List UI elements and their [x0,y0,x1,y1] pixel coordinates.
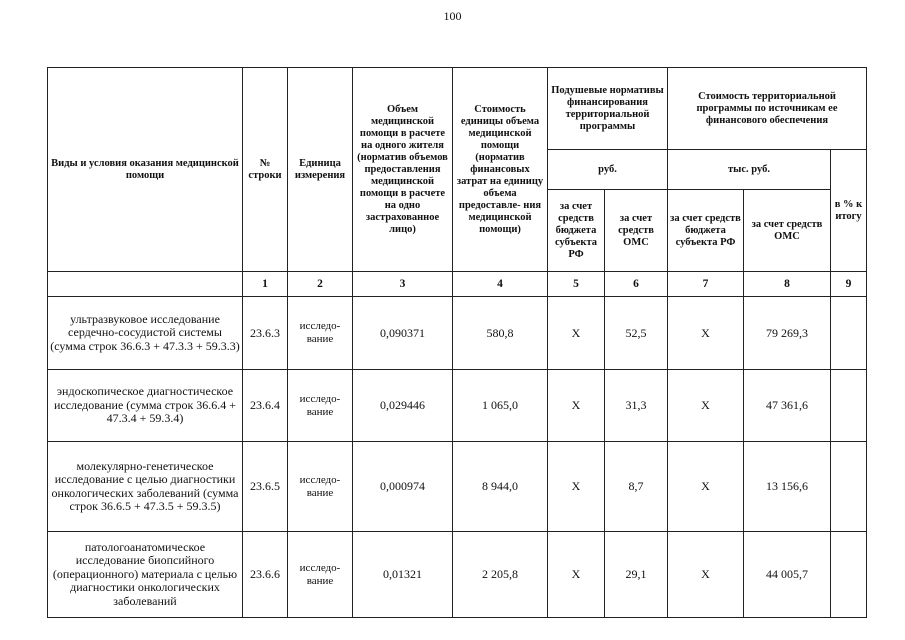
row-oms-rub: 31,3 [605,370,668,442]
row-budget-thous: Х [668,297,744,370]
header-thous-rub: тыс. руб. [668,150,831,190]
table-row [48,297,867,370]
column-number: 8 [744,272,831,297]
row-line: 23.6.3 [243,297,288,370]
header-volume: Объем медицинской помощи в расчете на одного жителя (норматив объемов предоставления медицинской помощи в расчете на одно застрахованное лицо) [353,68,453,272]
row-oms-thous: 79 269,3 [744,297,831,370]
header-row-number: № строки [243,68,288,272]
row-budget-rub: Х [548,442,605,532]
row-volume: 0,029446 [353,370,453,442]
header-budget-thous: за счет средств бюджета субъекта РФ [668,190,744,272]
row-name: молекулярно-генетическое исследование с целью диагностики онкологических заболеваний (сумма строк 36.6.5 + 47.3.5 + 59.3.5) [48,442,243,532]
table-row [48,442,867,532]
column-number: 6 [605,272,668,297]
row-budget-thous: Х [668,442,744,532]
row-line: 23.6.6 [243,532,288,618]
column-number-row [48,272,867,297]
row-unit: исследо- вание [288,442,353,532]
column-number: 2 [288,272,353,297]
row-volume: 0,090371 [353,297,453,370]
row-budget-rub: Х [548,370,605,442]
column-number: 9 [831,272,867,297]
row-cost: 580,8 [453,297,548,370]
row-pct [831,370,867,442]
row-oms-thous: 44 005,7 [744,532,831,618]
row-budget-rub: Х [548,532,605,618]
row-volume: 0,000974 [353,442,453,532]
row-cost: 1 065,0 [453,370,548,442]
row-oms-rub: 52,5 [605,297,668,370]
column-number: 7 [668,272,744,297]
table-row [48,532,867,618]
header-unit: Единица измерения [288,68,353,272]
column-number: 4 [453,272,548,297]
header-oms-thous: за счет средств ОМС [744,190,831,272]
row-oms-rub: 8,7 [605,442,668,532]
row-oms-thous: 13 156,6 [744,442,831,532]
row-budget-rub: Х [548,297,605,370]
header-types: Виды и условия оказания медицинской помощи [48,68,243,272]
page-number: 100 [443,9,462,23]
financing-table [47,67,867,618]
column-number: 1 [243,272,288,297]
row-cost: 8 944,0 [453,442,548,532]
row-cost: 2 205,8 [453,532,548,618]
header-rub: руб. [548,150,668,190]
row-line: 23.6.5 [243,442,288,532]
row-name: патологоанатомическое исследование биопсийного (операционного) материала с целью диагностики онкологических заболеваний [48,532,243,618]
row-line: 23.6.4 [243,370,288,442]
column-number: 5 [548,272,605,297]
row-pct [831,442,867,532]
header-cost: Стоимость единицы объема медицинской помощи (норматив финансовых затрат на единицу объема предоставле- ния медицинской помощи) [453,68,548,272]
header-per-capita: Подушевые нормативы финансирования территориальной программы [548,68,668,150]
row-oms-thous: 47 361,6 [744,370,831,442]
row-unit: исследо- вание [288,370,353,442]
table-row [48,370,867,442]
row-oms-rub: 29,1 [605,532,668,618]
row-unit: исследо- вание [288,297,353,370]
column-number: 3 [353,272,453,297]
column-number [48,272,243,297]
row-pct [831,297,867,370]
header-cost-sources: Стоимость территориальной программы по источникам ее финансового обеспечения [668,68,867,150]
header-oms-rub: за счет средств ОМС [605,190,668,272]
header-budget-rub: за счет средств бюджета субъекта РФ [548,190,605,272]
row-pct [831,532,867,618]
row-name: ультразвуковое исследование сердечно-сосудистой системы (сумма строк 36.6.3 + 47.3.3 + 59.3.3) [48,297,243,370]
header-pct-total: в % к итогу [831,150,867,272]
row-budget-thous: Х [668,532,744,618]
row-unit: исследо- вание [288,532,353,618]
row-volume: 0,01321 [353,532,453,618]
row-name: эндоскопическое диагностическое исследование (сумма строк 36.6.4 + 47.3.4 + 59.3.4) [48,370,243,442]
row-budget-thous: Х [668,370,744,442]
